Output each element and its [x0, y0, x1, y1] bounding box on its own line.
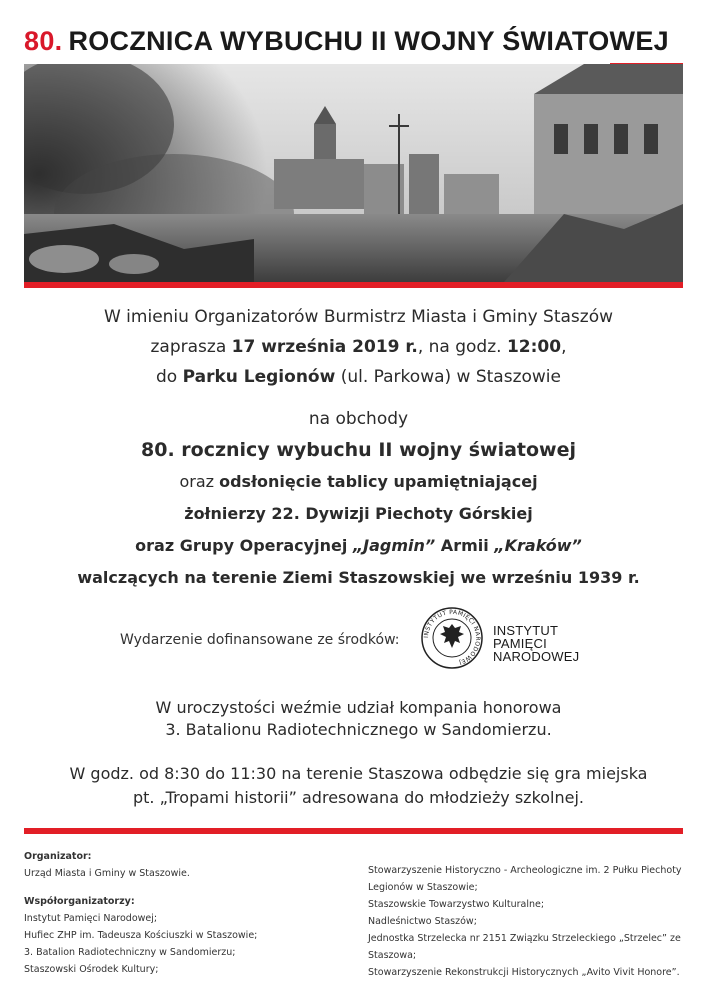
coorganizer-item: Instytut Pamięci Narodowej; — [24, 913, 158, 924]
invitation-text-bold: odsłonięcie tablicy upamiętniającej — [219, 472, 538, 491]
ruins-photo-graphic — [24, 64, 683, 282]
ipn-name-line: NARODOWEJ — [493, 649, 580, 664]
footer-accent-bar — [24, 828, 683, 834]
game-line-2: pt. „Tropami historii” adresowana do młodzieży szkolnej. — [132, 788, 585, 807]
invitation-line-1: W imieniu Organizatorów Burmistrz Miasta i Gminy Staszów — [103, 307, 614, 327]
invitation-text: , — [561, 337, 567, 357]
ipn-ring-text: INSTYTUT PAMIĘCI NARODOWEJ — [422, 608, 482, 666]
army-name: „Kraków” — [494, 536, 582, 555]
invitation-line-6 — [0, 466, 717, 498]
ceremony — [0, 697, 717, 741]
invitation-text: (ul. Parkowa) w Staszowie — [335, 367, 561, 387]
event-place: Parku Legionów — [182, 367, 336, 387]
invitation-line-5: 80. rocznicy wybuchu II wojny światowej — [141, 439, 576, 461]
city-game — [0, 762, 717, 810]
coorganizer-item: Staszowskie Towarzystwo Kulturalne; — [368, 899, 545, 910]
ipn-name — [493, 624, 579, 663]
page-title — [24, 26, 669, 57]
group-name: „Jagmin” — [352, 536, 436, 555]
invitation-text: zaprasza — [150, 337, 232, 357]
coorganizer-item: Nadleśnictwo Staszów; — [368, 916, 477, 927]
coorganizer-item: Legionów w Staszowie; — [368, 882, 478, 893]
invitation-text: oraz — [179, 472, 220, 491]
coorganizer-item: Staszowski Ośrodek Kultury; — [24, 964, 159, 975]
coorganizer-item: Staszowa; — [368, 950, 417, 961]
invitation-line-7: żołnierzy 22. Dywizji Piechoty Górskiej — [184, 504, 533, 523]
footer-left — [24, 848, 257, 978]
ipn-name-line: INSTYTUT — [493, 623, 559, 638]
invitation-text: , na godz. — [417, 337, 507, 357]
coorganizer-item: 3. Batalion Radiotechniczny w Sandomierzu; — [24, 947, 236, 958]
invitation-line-4: na obchody — [308, 409, 409, 429]
ceremony-line-1: W uroczystości weźmie udział kompania honorowa — [155, 698, 562, 717]
coorganizer-item: Jednostka Strzelecka nr 2151 Związku Strzeleckiego „Strzelec” ze — [368, 933, 681, 944]
invitation-line-8 — [0, 530, 717, 562]
organizer-heading: Organizator: — [24, 851, 92, 862]
coorganizer-item: Hufiec ZHP im. Tadeusza Kościuszki w Staszowie; — [24, 930, 258, 941]
invitation-text: do — [155, 367, 183, 387]
event-date: 17 września 2019 r. — [231, 337, 418, 357]
invitation-text: oraz Grupy Operacyjnej — [135, 536, 353, 555]
invitation-line-9: walczących na terenie Ziemi Staszowskiej we wrześniu 1939 r. — [77, 568, 640, 587]
game-line-1: W godz. od 8:30 do 11:30 na terenie Staszowa odbędzie się gra miejska — [69, 764, 648, 783]
ipn-name-line: PAMIĘCI — [493, 636, 547, 651]
organizer-name: Urząd Miasta i Gminy w Staszowie. — [24, 868, 190, 879]
invitation-text: Armii — [435, 536, 495, 555]
invitation — [0, 302, 717, 594]
event-time: 12:00 — [506, 337, 562, 357]
coorganizer-item: Stowarzyszenie Rekonstrukcji Historycznych „Avito Vivit Honore”. — [368, 967, 680, 978]
footer-right — [368, 862, 682, 981]
coorganizer-item: Stowarzyszenie Historyczno - Archeologiczne im. 2 Pułku Piechoty — [368, 865, 682, 876]
sponsor-label: Wydarzenie dofinansowane ze środków: — [120, 632, 400, 648]
photo-accent-bar — [24, 282, 683, 288]
ruins-photo — [24, 64, 683, 282]
ipn-eagle-logo-icon — [420, 606, 484, 670]
coorganizers-heading: Współorganizatorzy: — [24, 896, 135, 907]
invitation-line-2 — [0, 332, 717, 362]
ceremony-line-2: 3. Batalionu Radiotechnicznego w Sandomierzu. — [165, 720, 552, 739]
title-text: ROCZNICA WYBUCHU II WOJNY ŚWIATOWEJ — [68, 26, 669, 56]
title-number: 80. — [24, 26, 63, 56]
invitation-line-3 — [0, 362, 717, 392]
